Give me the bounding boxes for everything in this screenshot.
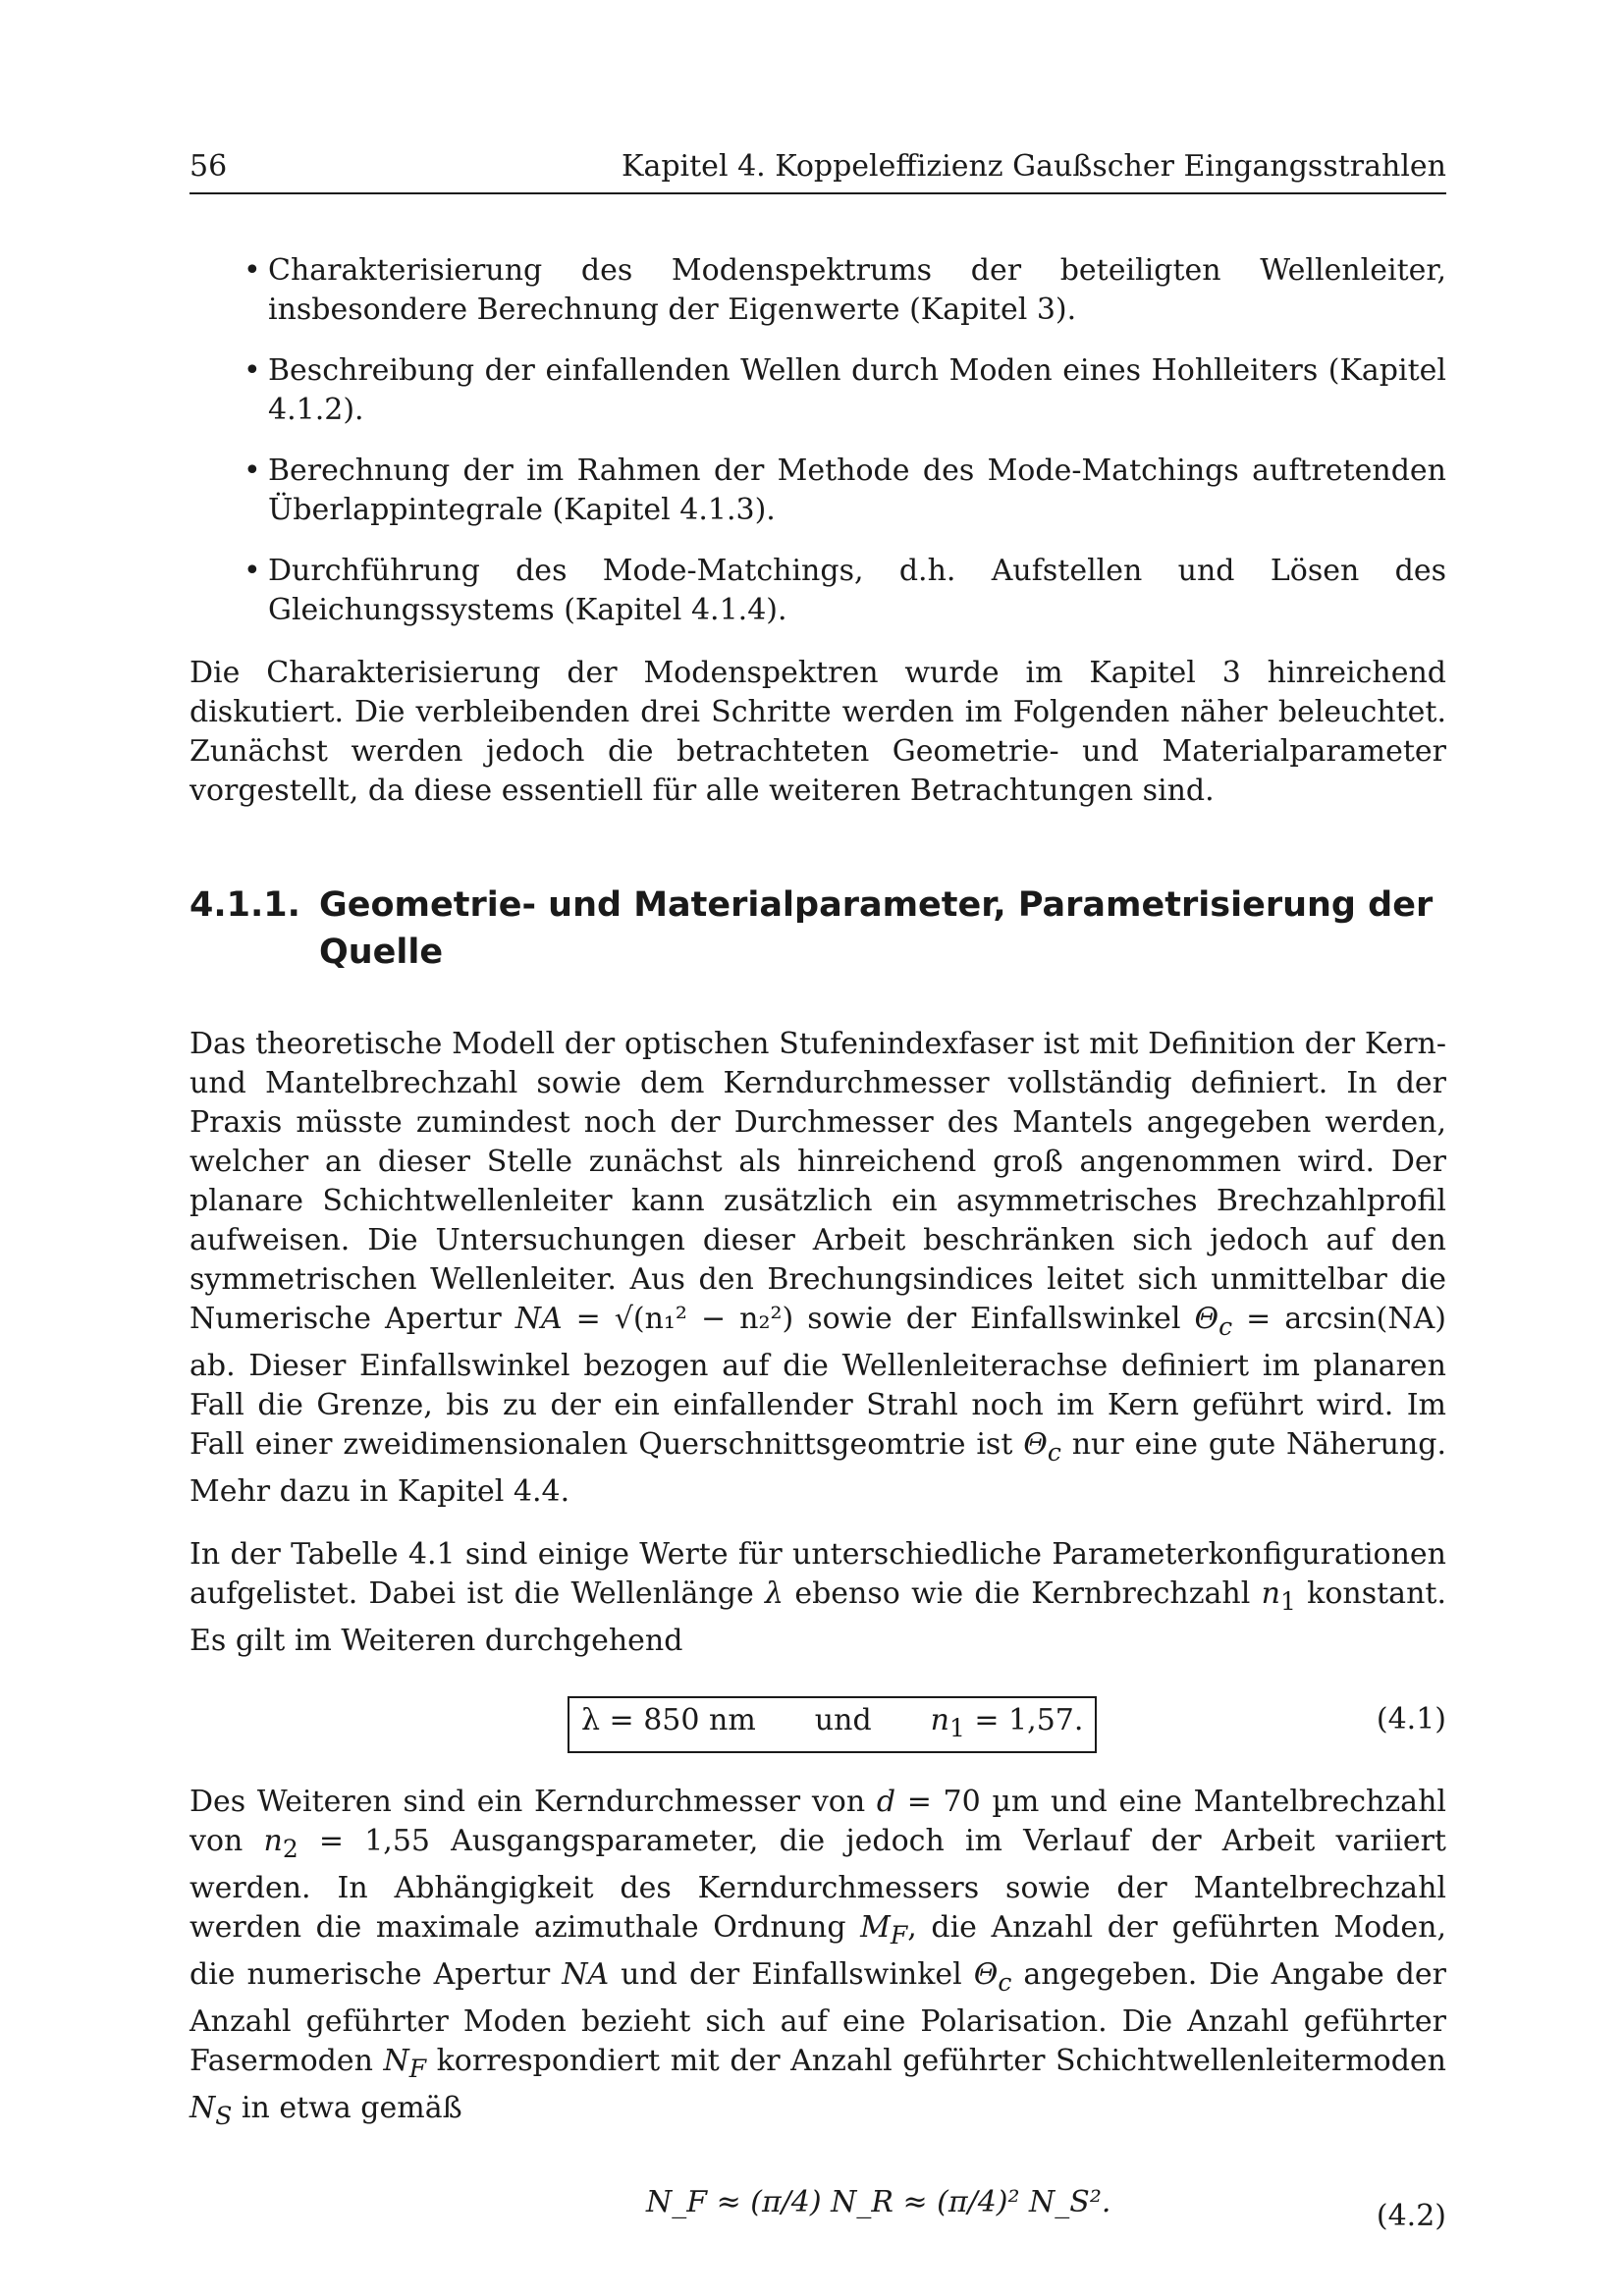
- body-paragraph-parameters: Des Weiteren sind ein Kerndurchmesser von d = 70 µm und eine Mantelbrechzahl von $n_2 = 1,55$ Ausgangsparameter, die jedoch im Verlauf der Arbeit variiert werden. In Abhängigkeit des Kerndurchmessers sowie der Mantelbrechzahl werden die maximale azimuthale Ordnung $M_F$, die Anzahl der geführten Moden, die numerische Apertur NA und der Einfallswinkel $\Theta_c$ angegeben. Die Angabe der Anzahl geführter Moden bezieht sich auf eine Polarisation. Die Anzahl geführter Fasermoden $N_F$ korrespondiert mit der Anzahl geführter Schichtwellenleitermoden $N_S$ in etwa gemäß: [189, 1785, 1446, 2130]
- list-item: [189, 251, 1446, 330]
- list-item-text: Durchführung des Mode-Matchings, d.h. Aufstellen und Lösen des Gleichungssystems (Kapitel 4.1.4).: [268, 554, 1446, 627]
- chapter-title: Kapitel 4. Koppeleffizienz Gaußscher Eingangsstrahlen: [622, 149, 1446, 184]
- equation-4-2: [189, 2171, 1446, 2260]
- body-paragraph-table: In der Tabelle 4.1 sind einige Werte für unterschiedliche Parameterkonfigurationen aufgelistet. Dabei ist die Wellenlänge λ ebenso wie die Kernbrechzahl $n_1$ konstant. Es gilt im Weiteren durchgehend: [189, 1537, 1446, 1658]
- equation-4-1: [189, 1696, 1446, 1747]
- list-item: [189, 552, 1446, 630]
- list-item-text: Charakterisierung des Modenspektrums der beteiligten Wellenleiter, insbesondere Berechnung der Eigenwerte (Kapitel 3).: [268, 253, 1446, 327]
- bullet-icon: •: [244, 554, 261, 588]
- bullet-icon: •: [244, 454, 261, 488]
- equation-number: (4.2): [1376, 2199, 1446, 2233]
- document-page: [189, 147, 1446, 2260]
- section-heading: [189, 881, 1446, 976]
- boxed-equation: λ = 850 nm und $n_1 = 1,57$.: [568, 1696, 1097, 1753]
- bullet-list: [189, 251, 1446, 630]
- intro-paragraph: Die Charakterisierung der Modenspektren wurde im Kapitel 3 hinreichend diskutiert. Die verbleibenden drei Schritte werden im Folgenden näher beleuchtet. Zunächst werden jedoch die betrachteten Geometrie- und Materialparameter vorgestellt, da diese essentiell für alle weiteren Betrachtungen sind.: [189, 656, 1446, 808]
- equation-expression: N_F ≈ (π/4) N_R ≈ (π/4)² N_S².: [646, 2185, 1111, 2219]
- body-paragraph-model: Das theoretische Modell der optischen Stufenindexfaser ist mit Definition der Kern- und Mantelbrechzahl sowie dem Kerndurchmesser vollständig definiert. In der Praxis müsste zumindest noch der Durchmesser des Mantels angegeben werden, welcher an dieser Stelle zunächst als hinreichend groß angenommen wird. Der planare Schichtwellenleiter kann zusätzlich ein asymmetrisches Brechzahlprofil aufweisen. Die Untersuchungen dieser Arbeit beschränken sich jedoch auf den symmetrischen Wellenleiter. Aus den Brechungsindices leitet sich unmittelbar die Numerische Apertur NA = √(n₁² − n₂²) sowie der Einfallswinkel $\Theta_c = \arcsin(NA)$ ab. Dieser Einfallswinkel bezogen auf die Wellenleiterachse definiert im planaren Fall die Grenze, bis zu der ein einfallender Strahl noch im Kern geführt wird. Im Fall einer zweidimensionalen Querschnittsgeomtrie ist $\Theta_c$ nur eine gute Näherung. Mehr dazu in Kapitel 4.4.: [189, 1027, 1446, 1509]
- bullet-icon: •: [244, 353, 261, 388]
- list-item-text: Berechnung der im Rahmen der Methode des Mode-Matchings auftretenden Überlappintegrale (Kapitel 4.1.3).: [268, 454, 1446, 527]
- equation-number: (4.1): [1376, 1702, 1446, 1736]
- section-title: Geometrie- und Materialparameter, Parametrisierung der Quelle: [319, 885, 1434, 972]
- list-item: [189, 452, 1446, 530]
- list-item-text: Beschreibung der einfallenden Wellen durch Moden eines Hohlleiters (Kapitel 4.1.2).: [268, 353, 1446, 427]
- page-number: 56: [189, 149, 228, 184]
- section-number: 4.1.1.: [189, 885, 300, 925]
- running-head: [189, 147, 1446, 194]
- bullet-icon: •: [244, 253, 261, 288]
- list-item: [189, 351, 1446, 430]
